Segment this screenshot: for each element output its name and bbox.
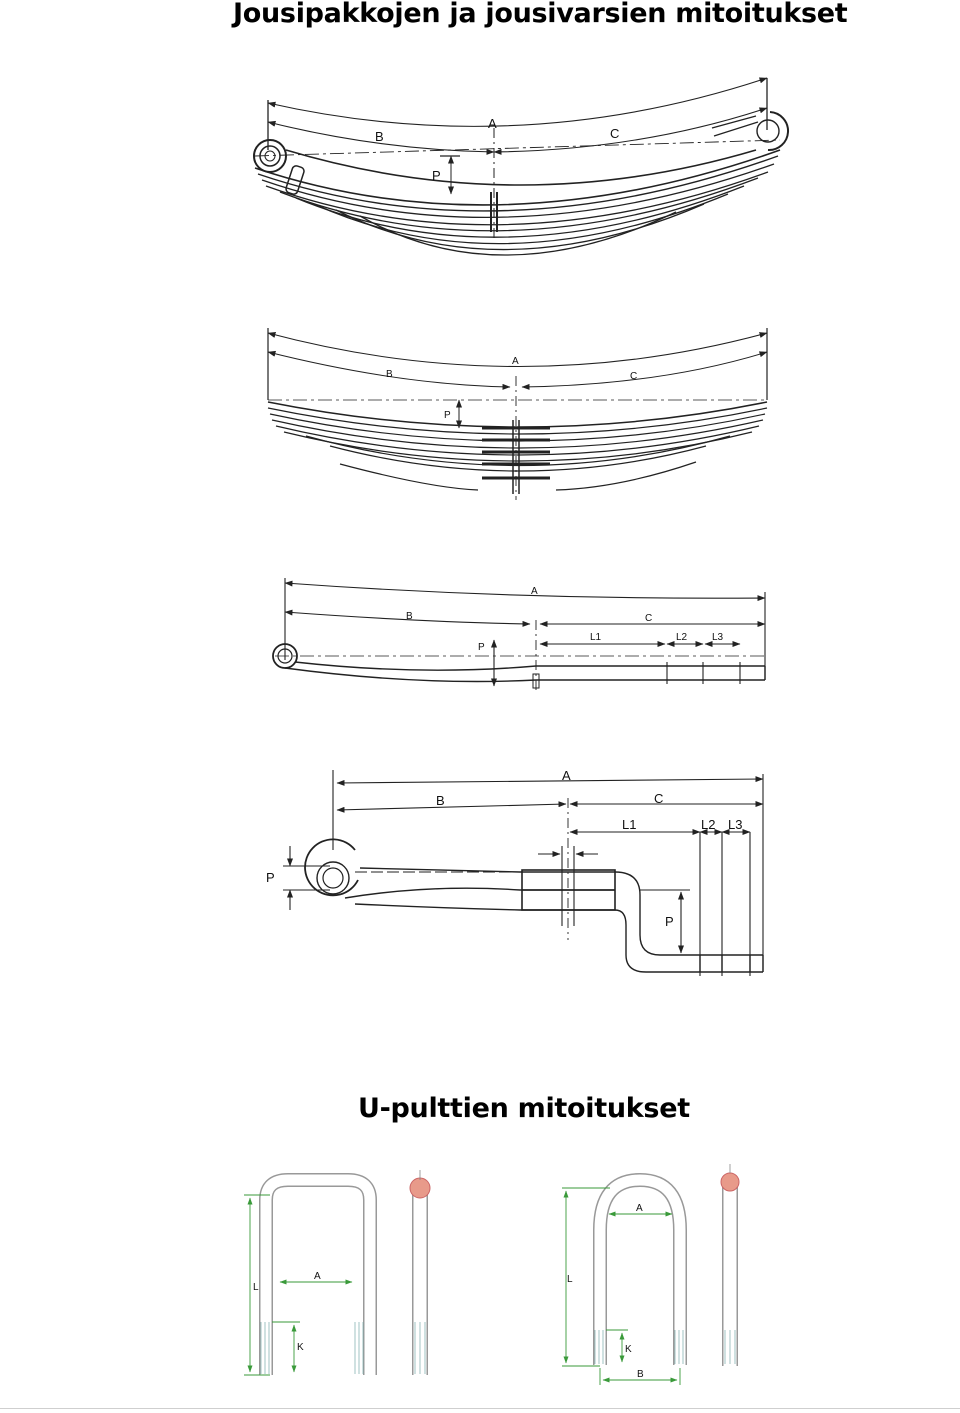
label-B: B (637, 1369, 644, 1380)
label-P: P (444, 410, 451, 421)
label-L1: L1 (622, 817, 637, 832)
label-L: L (253, 1282, 259, 1293)
page-title-leaf-springs: Jousipakkojen ja jousivarsien mitoitukset (233, 0, 848, 29)
drawing-ubolt-round (562, 1164, 739, 1385)
label-B: B (386, 369, 393, 380)
label-L2: L2 (676, 632, 688, 643)
drawing-spring-with-eyes (254, 78, 788, 255)
labels-arm-offset (266, 768, 742, 929)
label-P: P (478, 642, 485, 653)
label-B: B (436, 793, 445, 808)
label-A: A (531, 586, 538, 597)
label-K: K (297, 1342, 304, 1353)
drawing-arm-single-eye (273, 578, 765, 690)
label-A: A (488, 116, 497, 131)
drawing-spring-flat (268, 328, 767, 500)
label-K: K (625, 1344, 632, 1355)
label-A: A (562, 768, 571, 783)
drawing-arm-offset (283, 770, 763, 976)
label-P-right: P (665, 914, 674, 929)
label-C: C (645, 613, 653, 624)
page-title-u-bolts: U-pulttien mitoitukset (358, 1093, 690, 1124)
label-C: C (630, 371, 638, 382)
label-C: C (610, 126, 620, 141)
label-B: B (406, 611, 413, 622)
label-P: P (432, 168, 441, 183)
labels-spring-flat (386, 356, 637, 421)
label-L2: L2 (701, 817, 716, 832)
drawing-ubolt-square (244, 1170, 430, 1375)
label-L3: L3 (728, 817, 743, 832)
label-C: C (654, 791, 664, 806)
label-A: A (512, 356, 519, 367)
label-L3: L3 (712, 632, 724, 643)
label-B: B (375, 129, 384, 144)
label-L1: L1 (590, 632, 602, 643)
page-bottom-rule (0, 1408, 960, 1409)
label-L: L (567, 1274, 573, 1285)
label-A: A (314, 1271, 321, 1282)
label-P-left: P (266, 870, 275, 885)
label-A: A (636, 1203, 643, 1214)
